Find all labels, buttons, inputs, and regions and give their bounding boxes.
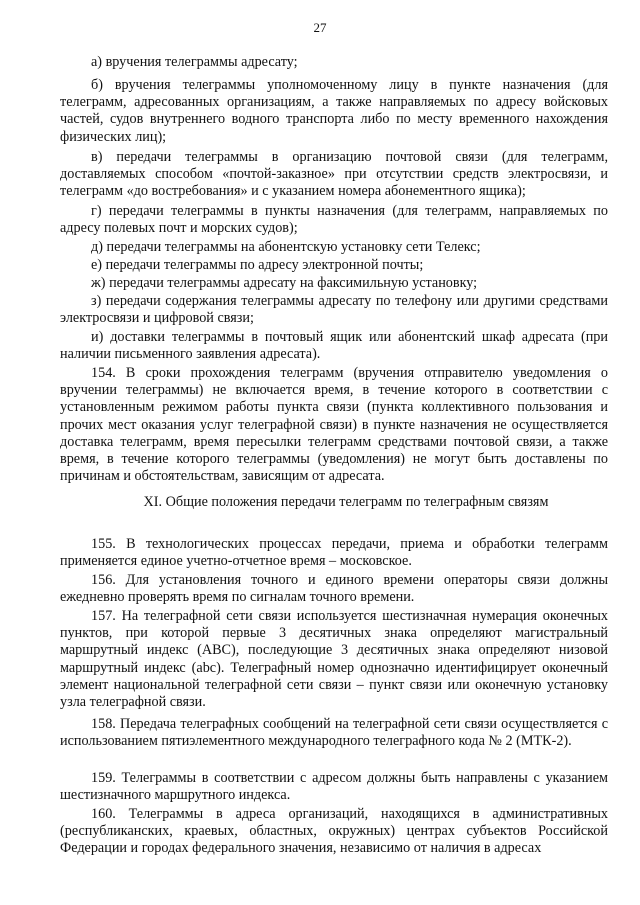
paragraph-g: г) передачи телеграммы в пункты назначения (для телеграмм, направляемых по адресу полевых почт и морских судов); [60,203,608,237]
paragraph-e: е) передачи телеграммы по адресу электронной почты; [91,257,424,273]
paragraph-d: д) передачи телеграммы на абонентскую установку сети Телекс; [91,239,481,255]
page-number: 27 [313,20,327,35]
paragraph-159: 159. Телеграммы в соответствии с адресом должны быть направлены с указанием шестизначного маршрутного индекса. [60,770,608,804]
paragraph-158: 158. Передача телеграфных сообщений на телеграфной сети связи осуществляется с использованием пятиэлементного международного телеграфного кода № 2 (МТК-2). [60,716,608,750]
paragraph-z: з) передачи содержания телеграммы адресату по телефону или другими средствами электросвязи и цифровой связи; [60,293,608,327]
paragraph-v: в) передачи телеграммы в организацию почтовой связи (для телеграмм, доставляемых способом «почтой-заказное» при отсутствии средств электросвязи, и телеграмм «до востребования» и с указанием номера абонементного ящика); [60,149,608,200]
paragraph-160: 160. Телеграммы в адреса организаций, находящихся в административных (республиканских, краевых, областных, окружных) центрах субъектов Российской Федерации и городах федерального значения, независимо от наличия в адресах [60,806,608,857]
paragraph-zh: ж) передачи телеграммы адресату на факсимильную установку; [91,275,478,291]
paragraph-b: б) вручения телеграммы уполномоченному лицу в пункте назначения (для телеграмм, адресованных организациям, а также направляемых по адресу войсковых частей, судов внутреннего водного транспорта либо по месту временного нахождения физических лиц); [60,77,608,145]
paragraph-a: а) вручения телеграммы адресату; [91,54,298,70]
section-heading: XI. Общие положения передачи телеграмм по телеграфным связям [143,494,549,510]
paragraph-154: 154. В сроки прохождения телеграмм (вручения отправителю уведомления о вручении телеграммы) не включается время, в течение которого в соответствии с установленным режимом работы пункта связи (пункта коллективного пользования и прочих мест оказания услуг телеграфной связи) в пункте назначения не осуществляется доставка телеграмм, время пересылки телеграмм средствами почтовой связи, а также время, в течение которого телеграммы (уведомления) не могут быть доставлены по причинам и обстоятельствам, зависящим от адресата. [60,365,608,485]
paragraph-i: и) доставки телеграммы в почтовый ящик или абонентский шкаф адресата (при наличии письменного заявления адресата). [60,329,608,363]
paragraph-156: 156. Для установления точного и единого времени операторы связи должны ежедневно проверять время по сигналам точного времени. [60,572,608,606]
paragraph-155: 155. В технологических процессах передачи, приема и обработки телеграмм применяется единое учетно-отчетное время – московское. [60,536,608,570]
paragraph-157: 157. На телеграфной сети связи используется шестизначная нумерация оконечных пунктов, при которой первые 3 десятичных знака определяют магистральный маршрутный индекс (АВС), последующие 3 десятичных знака определяют низовой маршрутный индекс (abc). Телеграфный номер однозначно идентифицирует оконечный элемент национальной телеграфной сети связи – пункт связи или оконечную установку узла телеграфной связи. [60,608,608,711]
